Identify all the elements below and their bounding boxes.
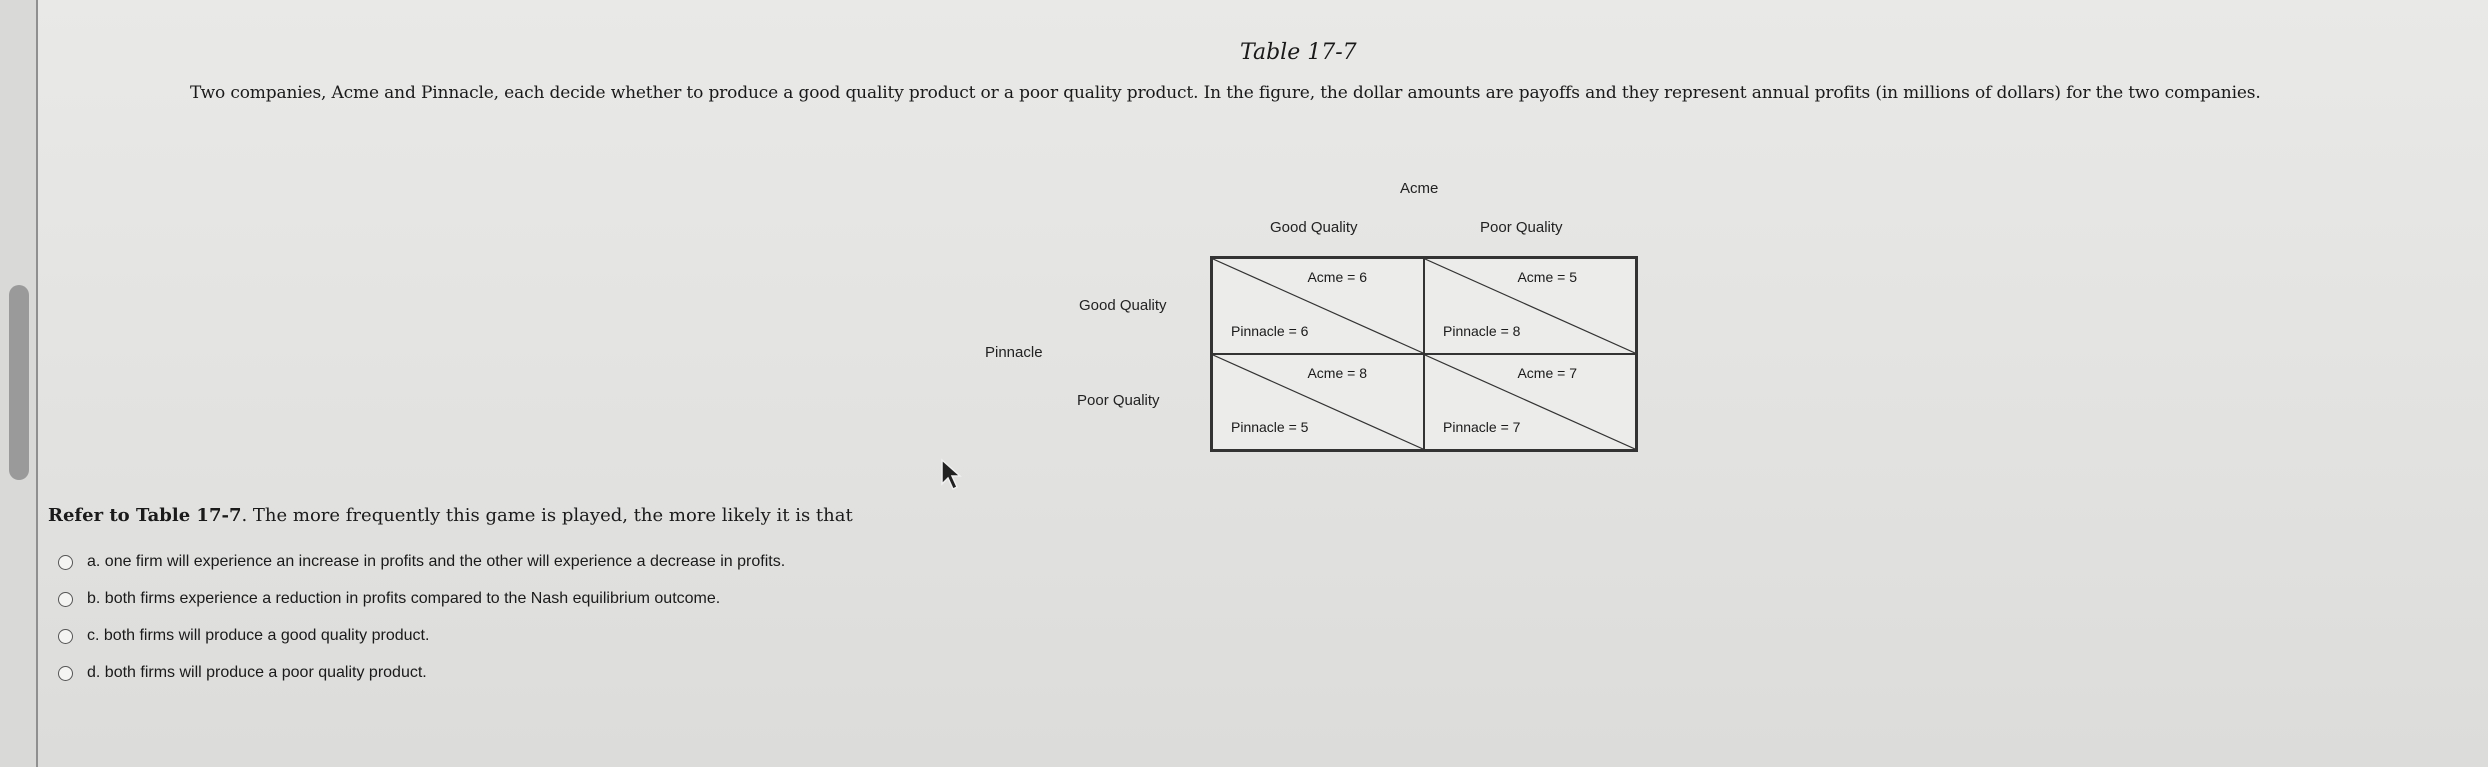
answer-option-label: a. one firm will experience an increase in profits and the other will experience a decrease in profits. [87,553,786,570]
answer-option-a[interactable] [58,553,785,571]
column-header-good-quality: Good Quality [1270,219,1358,236]
question-reference: Refer to Table 17-7 [48,505,242,526]
radio-icon[interactable] [58,629,73,644]
row-player-label: Pinnacle [985,344,1043,361]
payoff-cell-good-poor [1424,258,1636,354]
pinnacle-payoff: Pinnacle = 8 [1443,323,1521,339]
pinnacle-payoff: Pinnacle = 6 [1231,323,1309,339]
acme-payoff: Acme = 6 [1307,269,1367,285]
row-header-good-quality: Good Quality [1079,297,1167,314]
answer-option-label: c. both firms will produce a good quality product. [87,627,430,644]
scrollbar-thumb[interactable] [9,285,29,480]
question-text [48,505,853,526]
pinnacle-payoff: Pinnacle = 5 [1231,419,1309,435]
column-player-label: Acme [1400,180,1439,197]
answer-option-c[interactable] [58,627,429,645]
table-description: Two companies, Acme and Pinnacle, each decide whether to produce a good quality product or a poor quality product. In the figure, the dollar amounts are payoffs and they represent annual profits (in millions of dollars) for the two companies. [190,83,2261,103]
answer-option-d[interactable] [58,664,427,682]
row-header-poor-quality: Poor Quality [1077,392,1160,409]
payoff-matrix [1210,256,1638,452]
payoff-cell-good-good [1212,258,1424,354]
mouse-pointer-icon [940,458,966,492]
radio-icon[interactable] [58,666,73,681]
acme-payoff: Acme = 5 [1517,269,1577,285]
table-title: Table 17-7 [1240,40,1357,65]
payoff-cell-poor-poor [1424,354,1636,450]
question-body: . The more frequently this game is played, the more likely it is that [241,505,853,526]
payoff-cell-poor-good [1212,354,1424,450]
acme-payoff: Acme = 8 [1307,365,1367,381]
pinnacle-payoff: Pinnacle = 7 [1443,419,1521,435]
answer-option-label: b. both firms experience a reduction in profits compared to the Nash equilibrium outcome. [87,590,721,607]
left-divider [36,0,38,767]
radio-icon[interactable] [58,555,73,570]
answer-option-b[interactable] [58,590,720,608]
column-header-poor-quality: Poor Quality [1480,219,1563,236]
acme-payoff: Acme = 7 [1517,365,1577,381]
radio-icon[interactable] [58,592,73,607]
answer-option-label: d. both firms will produce a poor quality product. [87,664,427,681]
